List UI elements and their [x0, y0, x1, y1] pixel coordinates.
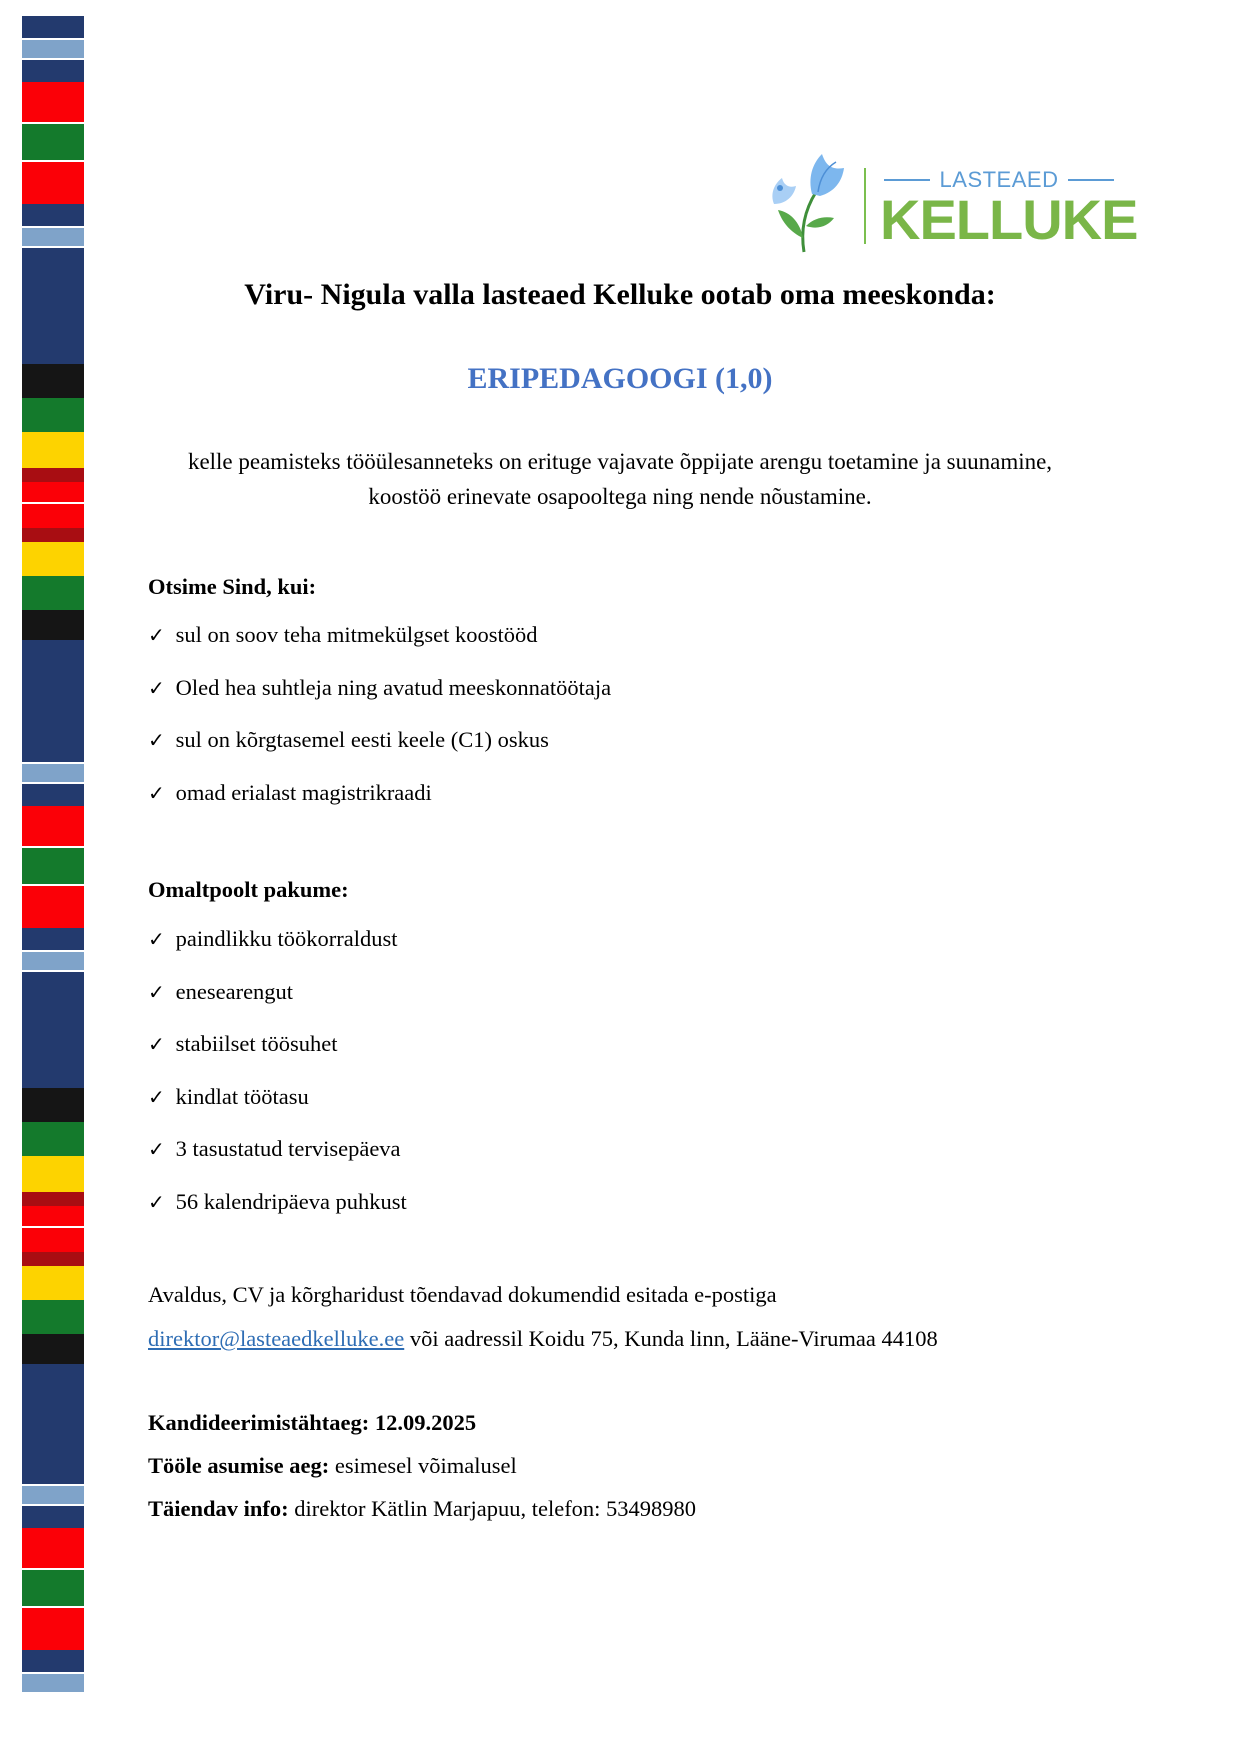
offers-title: Omaltpoolt pakume: [148, 877, 349, 902]
check-icon: ✓ [148, 1137, 165, 1161]
offer-item [148, 979, 293, 1005]
position-title: ERIPEDAGOOGI (1,0) [467, 362, 773, 395]
stripe-band [22, 16, 84, 38]
kindergarten-logo [760, 148, 1138, 258]
stripe-band [22, 928, 84, 950]
offer-text: enesearengut [175, 979, 294, 1004]
stripe-band [22, 1088, 84, 1122]
logo-rule-left [884, 179, 930, 181]
stripe-band [22, 528, 84, 542]
stripe-band [22, 364, 84, 398]
stripe-band [22, 952, 84, 970]
logo-rule-right [1068, 179, 1114, 181]
stripe-band [22, 640, 84, 762]
offer-item [148, 1189, 407, 1215]
stripe-band [22, 1650, 84, 1672]
stripe-band [22, 228, 84, 246]
stripe-band [22, 482, 84, 502]
check-icon: ✓ [148, 927, 165, 951]
check-icon: ✓ [148, 623, 165, 647]
additional-info-label: Täiendav info: [148, 1496, 289, 1521]
intro-paragraph: kelle peamisteks tööülesanneteks on erituge vajavate õppijate arengu toetamine ja suunamine, koostöö erinevate osapooltega ning nende nõustamine. [187, 449, 1053, 509]
check-icon: ✓ [148, 1032, 165, 1056]
offer-text: paindlikku töökorraldust [175, 926, 398, 951]
start-date-label: Tööle asumise aeg: [148, 1453, 330, 1478]
additional-info-value: direktor Kätlin Marjapuu, telefon: 53498980 [288, 1496, 697, 1521]
stripe-band [22, 1266, 84, 1300]
stripe-band [22, 1528, 84, 1568]
stripe-band [22, 1334, 84, 1364]
start-date [148, 1453, 517, 1479]
check-icon: ✓ [148, 781, 165, 805]
stripe-band [22, 504, 84, 528]
stripe-band [22, 40, 84, 58]
stripe-band [22, 1192, 84, 1206]
address-text: või aadressil Koidu 75, Kunda linn, Lääne-Virumaa 44108 [404, 1326, 938, 1351]
offer-text: 56 kalendripäeva puhkust [175, 1189, 407, 1214]
stripe-band [22, 248, 84, 364]
application-contact [148, 1326, 938, 1352]
check-icon: ✓ [148, 980, 165, 1004]
page-heading: Viru- Nigula valla lasteaed Kelluke ootab oma meeskonda: [244, 278, 996, 311]
logo-big-text: KELLUKE [880, 188, 1138, 251]
stripe-band [22, 124, 84, 160]
stripe-band [22, 1364, 84, 1484]
offer-text: stabiilset töösuhet [175, 1031, 338, 1056]
bellflower-icon [760, 148, 850, 258]
offer-item [148, 1084, 309, 1110]
stripe-band [22, 1486, 84, 1504]
requirement-text: sul on soov teha mitmekülgset koostööd [175, 622, 538, 647]
stripe-band [22, 1674, 84, 1692]
stripe-band [22, 972, 84, 1088]
requirement-text: Oled hea suhtleja ning avatud meeskonnatöötaja [175, 675, 612, 700]
stripe-band [22, 1122, 84, 1156]
stripe-band [22, 398, 84, 432]
stripe-band [22, 1506, 84, 1528]
email-link[interactable]: direktor@lasteaedkelluke.ee [148, 1326, 405, 1351]
stripe-band [22, 576, 84, 610]
stripe-band [22, 542, 84, 576]
logo-divider [864, 168, 866, 244]
stripe-band [22, 1608, 84, 1650]
stripe-band [22, 806, 84, 846]
stripe-band [22, 784, 84, 806]
stripe-band [22, 1206, 84, 1226]
offer-item [148, 926, 397, 952]
offer-text: 3 tasustatud tervisepäeva [175, 1136, 401, 1161]
offer-item [148, 1031, 338, 1057]
check-icon: ✓ [148, 1085, 165, 1109]
requirements-title: Otsime Sind, kui: [148, 574, 317, 599]
stripe-band [22, 1156, 84, 1192]
stripe-band [22, 60, 84, 82]
requirement-item [148, 780, 432, 806]
offer-item [148, 1136, 401, 1162]
start-date-value: esimesel võimalusel [329, 1453, 517, 1478]
additional-info [148, 1496, 696, 1522]
check-icon: ✓ [148, 1190, 165, 1214]
stripe-band [22, 848, 84, 884]
stripe-band [22, 468, 84, 482]
requirement-text: omad erialast magistrikraadi [175, 780, 432, 805]
stripe-band [22, 886, 84, 928]
application-instructions: Avaldus, CV ja kõrgharidust tõendavad dokumendid esitada e-postiga [148, 1282, 777, 1307]
requirement-item [148, 727, 549, 753]
stripe-band [22, 162, 84, 204]
check-icon: ✓ [148, 728, 165, 752]
deadline: Kandideerimistähtaeg: 12.09.2025 [148, 1410, 477, 1435]
stripe-band [22, 1252, 84, 1266]
stripe-band [22, 82, 84, 122]
requirement-text: sul on kõrgtasemel eesti keele (C1) oskus [175, 727, 549, 752]
stripe-band [22, 610, 84, 640]
decorative-side-stripe [22, 16, 84, 1736]
requirement-item [148, 622, 537, 648]
stripe-band [22, 1228, 84, 1252]
stripe-band [22, 204, 84, 226]
stripe-band [22, 1300, 84, 1334]
stripe-band [22, 432, 84, 468]
stripe-band [22, 764, 84, 782]
offer-text: kindlat töötasu [175, 1084, 309, 1109]
check-icon: ✓ [148, 676, 165, 700]
logo-small-text: LASTEAED [939, 167, 1059, 192]
stripe-band [22, 1570, 84, 1606]
requirement-item [148, 675, 611, 701]
